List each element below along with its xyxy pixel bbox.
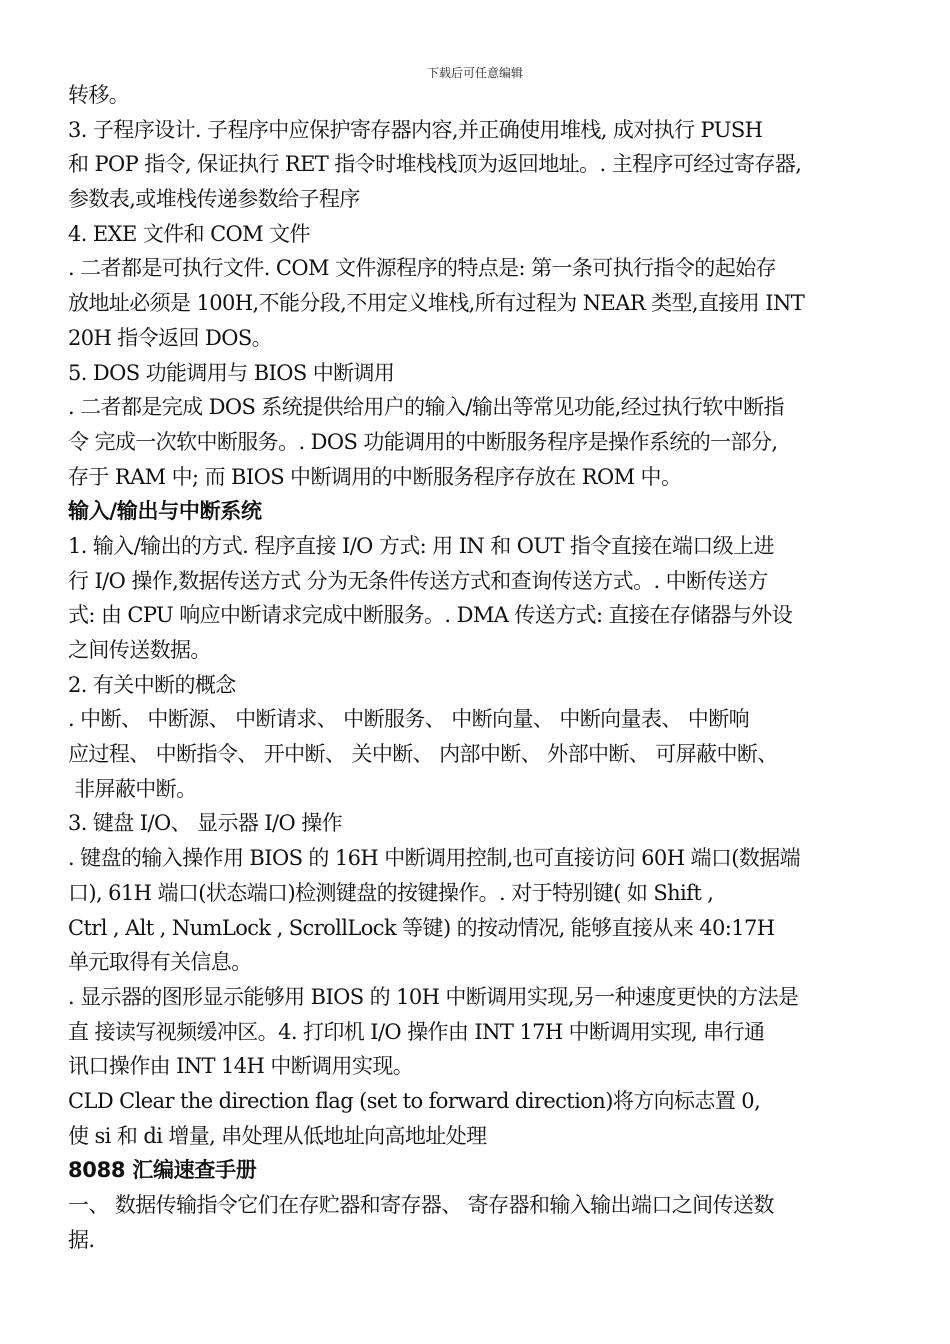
text-line: 4. EXE 文件和 COM 文件 [68,221,310,246]
text-line: . 二者都是可执行文件. COM 文件源程序的特点是: 第一条可执行指令的起始存 [68,256,776,281]
section-heading: 8088 汇编速查手册 [68,1158,257,1183]
text-line: . 二者都是完成 DOS 系统提供给用户的输入/输出等常见功能,经过执行软中断指 [68,395,784,420]
text-line: 讯口操作由 INT 14H 中断调用实现。 [68,1054,414,1079]
text-line: 应过程、 中断指令、 开中断、 关中断、 内部中断、 外部中断、 可屏蔽中断、 [68,742,778,767]
text-line: 放地址必须是 100H,不能分段,不用定义堆栈,所有过程为 NEAR 类型,直接用 INT [68,291,805,316]
text-line: 据. [68,1227,95,1252]
page-header: 下载后可任意编辑 [426,66,523,80]
text-line: 20H 指令返回 DOS。 [68,325,273,350]
text-line: . 键盘的输入操作用 BIOS 的 16H 中断调用控制,也可直接访问 60H 端口(数据端 [68,846,801,871]
text-line: . 显示器的图形显示能够用 BIOS 的 10H 中断调用实现,另一种速度更快的方法是 [68,984,799,1009]
text-line: 存于 RAM 中; 而 BIOS 中断调用的中断服务程序存放在 ROM 中。 [68,464,682,489]
text-line: 参数表,或堆栈传递参数给子程序 [68,187,360,212]
text-line: 直 接读写视频缓冲区。4. 打印机 I/O 操作由 INT 17H 中断调用实现, 串行通 [68,1019,765,1044]
text-line: 之间传送数据。 [68,638,211,662]
text-line: 式: 由 CPU 响应中断请求完成中断服务。. DMA 传送方式: 直接在存储器与外设 [68,603,793,628]
text-line: 使 si 和 di 增量, 串处理从低地址向高地址处理 [68,1123,487,1148]
text-line: 口), 61H 端口(状态端口)检测键盘的按键操作。. 对于特别键( 如 Shift , [68,880,714,905]
text-line: 令 完成一次软中断服务。. DOS 功能调用的中断服务程序是操作系统的一部分, [68,429,778,454]
text-line: 3. 子程序设计. 子程序中应保护寄存器内容,并正确使用堆栈, 成对执行 PUSH [68,117,763,142]
text-line: 3. 键盘 I/O、 显示器 I/O 操作 [68,811,342,836]
text-line: 转移。 [68,83,130,107]
text-line: . 中断、 中断源、 中断请求、 中断服务、 中断向量、 中断向量表、 中断响 [68,707,749,732]
text-line: Ctrl , Alt , NumLock , ScrollLock 等键) 的按动情况, 能够直接从来 40:17H [68,915,775,940]
text-line: CLD Clear the direction flag (set to forward direction)将方向标志置 0, [68,1088,761,1113]
text-line: 行 I/O 操作,数据传送方式 分为无条件传送方式和查询传送方式。. 中断传送方 [68,568,768,593]
text-line: 单元取得有关信息。 [68,950,252,975]
text-line: 非屏蔽中断。 [68,776,197,801]
text-line: 一、 数据传输指令它们在存贮器和寄存器、 寄存器和输入输出端口之间传送数 [68,1193,774,1217]
section-heading: 输入/输出与中断系统 [68,499,262,524]
text-line: 和 POP 指令, 保证执行 RET 指令时堆栈栈顶为返回地址。. 主程序可经过寄存器, [68,152,802,177]
text-line: 2. 有关中断的概念 [68,672,236,697]
text-line: 5. DOS 功能调用与 BIOS 中断调用 [68,360,395,385]
text-line: 1. 输入/输出的方式. 程序直接 I/O 方式: 用 IN 和 OUT 指令直接在端口级上进 [68,533,774,558]
document-body [68,78,884,1257]
